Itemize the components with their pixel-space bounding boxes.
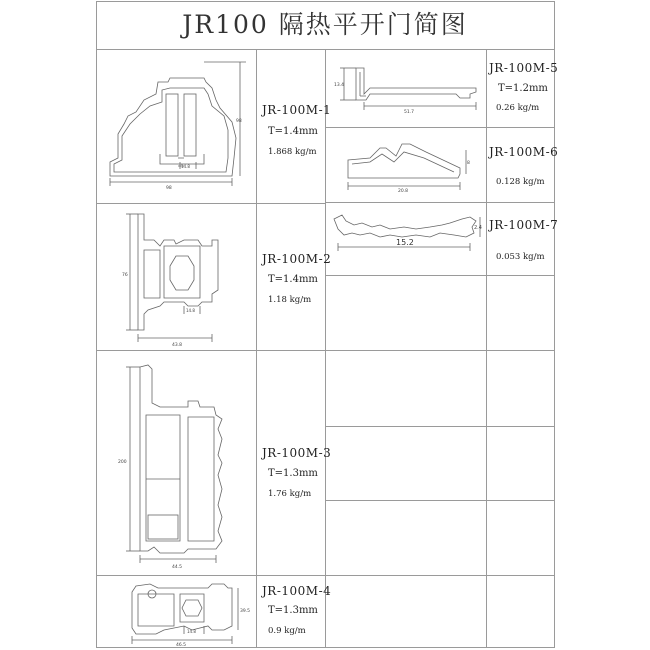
m2-weight: 1.18 kg/m [268,295,312,305]
m7-height-label: 2.4 [474,225,482,231]
m7-code: JR-100M-7 [489,218,559,232]
profile-m5-drawing [330,54,485,124]
m4-thickness: T=1.3mm [268,605,318,616]
m3-code: JR-100M-3 [262,446,332,460]
page-title: JR100 隔热平开门简图 [182,10,468,39]
m6-width-label: 20.8 [398,189,409,194]
m5-height-label: 13.4 [334,83,345,88]
m4-strip-label: 14.8 [187,629,196,634]
profile-m6-drawing [330,130,485,200]
m6-height-label: 8 [467,161,470,166]
m1-width-label: 98 [166,186,172,191]
m1-thickness: T=1.4mm [268,126,318,137]
m3-weight: 1.76 kg/m [268,489,312,499]
m2-width-label: 43.8 [172,343,183,348]
m2-height-label: 76 [122,273,128,278]
profile-m1-drawing [100,54,254,200]
m4-code: JR-100M-4 [262,584,332,598]
m5-thickness: T=1.2mm [498,83,548,94]
m3-height-label: 200 [118,460,127,465]
profile-m2-drawing [104,206,254,348]
m7-width-label: 15.2 [396,238,414,247]
profile-m4-drawing [104,578,254,646]
profile-m7-drawing [330,205,485,273]
m5-width-label: 51.7 [404,110,415,115]
m3-width-label: 44.5 [172,565,183,570]
m5-code: JR-100M-5 [489,61,559,75]
m6-code: JR-100M-6 [489,145,559,159]
m6-weight: 0.128 kg/m [496,177,545,187]
m1-strip-label: 14.8 [181,164,190,169]
m1-code: JR-100M-1 [262,103,332,117]
m2-code: JR-100M-2 [262,252,332,266]
m5-weight: 0.26 kg/m [496,103,540,113]
m7-weight: 0.053 kg/m [496,252,545,262]
m4-weight: 0.9 kg/m [268,626,306,636]
m3-thickness: T=1.3mm [268,468,318,479]
profile-m3-drawing [104,355,254,572]
m4-width-label: 46.5 [176,643,187,646]
m2-thickness: T=1.4mm [268,274,318,285]
m4-height-label: 39.5 [240,609,251,614]
m2-strip-label: 14.8 [186,308,195,313]
m1-height-label: 98 [236,119,242,124]
m1-weight: 1.868 kg/m [268,147,317,157]
